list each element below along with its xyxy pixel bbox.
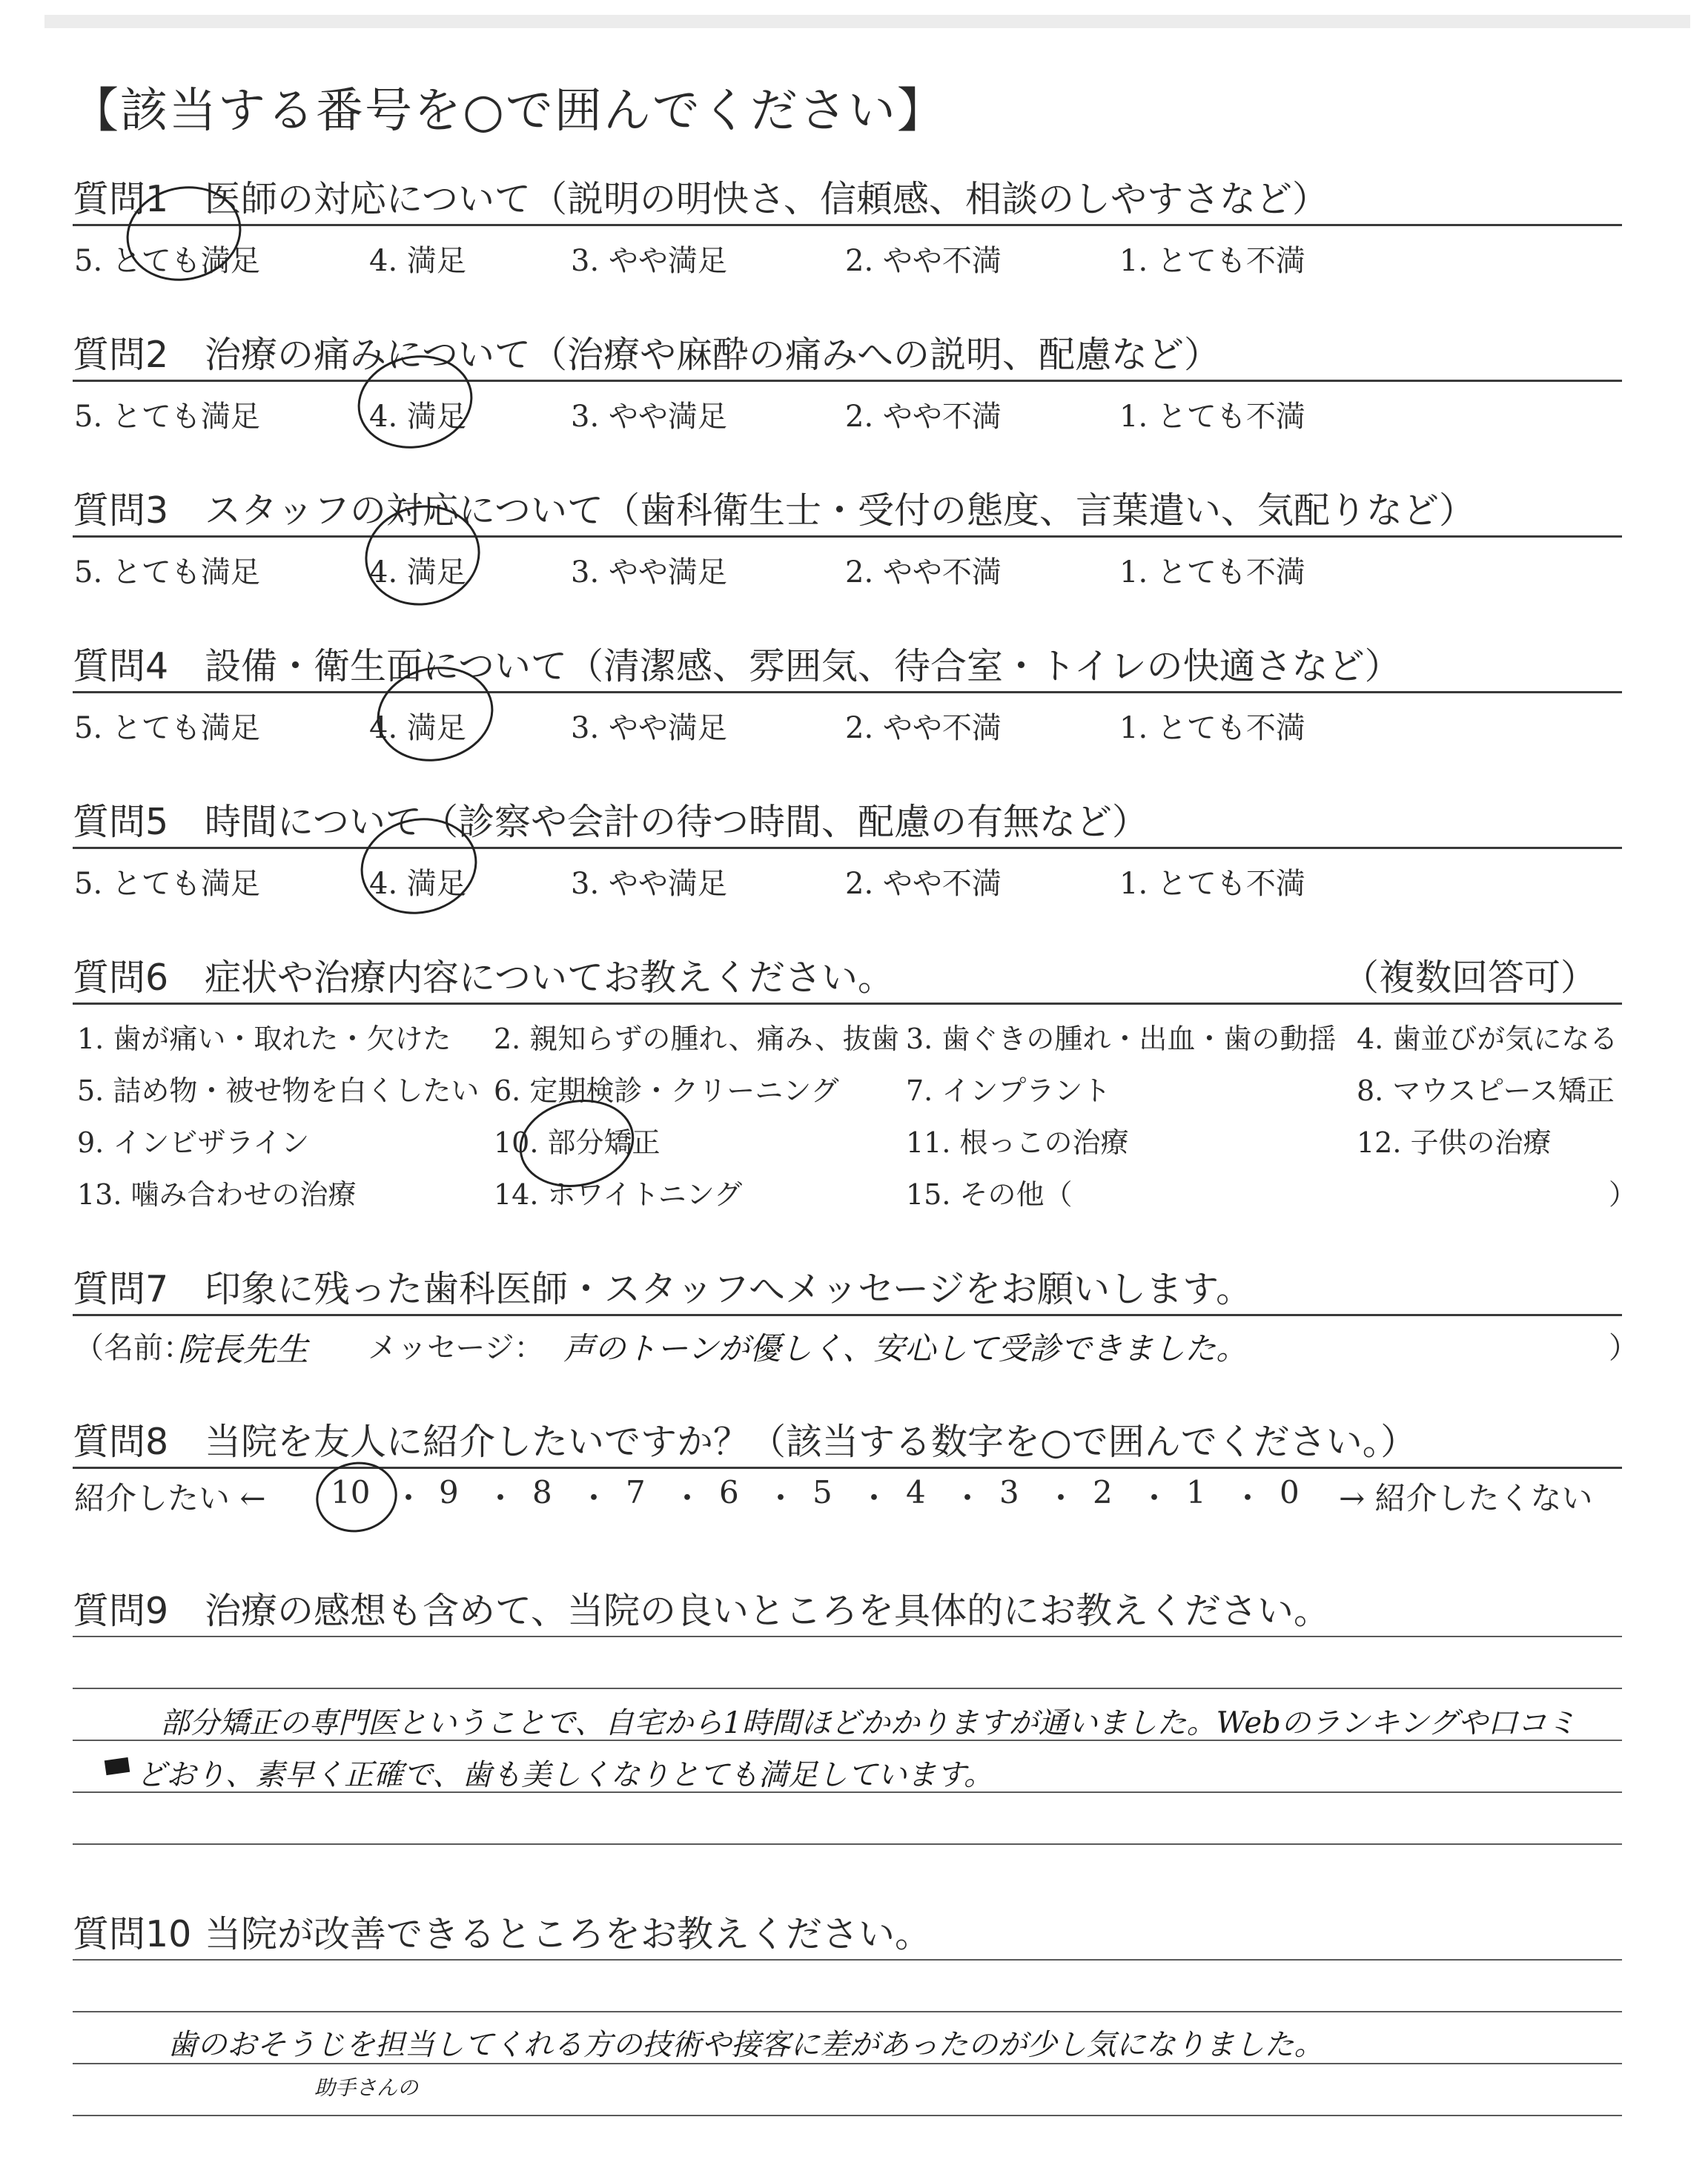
question-9-text: 治療の感想も含めて、当院の良いところを具体的にお教えください。 [205, 1590, 1331, 1632]
question-1-number: 質問1 [73, 178, 169, 220]
question-4-rule [73, 691, 1622, 693]
q6-option-11[interactable]: 11. 根っこの治療 [906, 1126, 1129, 1159]
q8-score-10[interactable]: 10 [331, 1474, 371, 1510]
question-6-note: （複数回答可） [1342, 957, 1597, 999]
question-4-text: 設備・衛生面について（清潔感、雰囲気、待合室・トイレの快適さなど） [205, 645, 1401, 687]
q9-answer-line [73, 1843, 1622, 1845]
q8-score-1[interactable]: 1 [1186, 1474, 1206, 1510]
q4-option-1[interactable]: 1. とても不満 [1119, 711, 1305, 745]
q6-option-3[interactable]: 3. 歯ぐきの腫れ・出血・歯の動揺 [906, 1023, 1337, 1055]
q6-option-4[interactable]: 4. 歯並びが気になる [1357, 1023, 1618, 1055]
question-5 [73, 793, 1148, 845]
q5-option-1[interactable]: 1. とても不満 [1119, 867, 1305, 901]
q7-message-label: メッセージ： [368, 1331, 544, 1365]
q6-option-13[interactable]: 13. 噛み合わせの治療 [77, 1178, 357, 1211]
question-1 [73, 171, 1328, 222]
question-7-number: 質問7 [73, 1268, 169, 1310]
q10-answer-insertion[interactable]: 助手さんの [314, 2075, 419, 2100]
q8-score-8[interactable]: 8 [532, 1474, 552, 1510]
q1-option-4[interactable]: 4. 満足 [369, 244, 466, 278]
q8-separator: ・ [858, 1480, 890, 1516]
q3-option-5[interactable]: 5. とても満足 [74, 555, 260, 589]
q9-crossed-out-mark [105, 1757, 130, 1775]
q6-option-7[interactable]: 7. インプラント [906, 1074, 1111, 1107]
question-7-text: 印象に残った歯科医師・スタッフへメッセージをお願いします。 [205, 1268, 1253, 1310]
question-7-rule [73, 1314, 1622, 1316]
q6-option-15-close: ） [1609, 1178, 1638, 1211]
question-6-rule [73, 1003, 1622, 1005]
q4-option-3[interactable]: 3. やや満足 [571, 711, 727, 745]
q8-right-label: → 紹介したくない [1339, 1480, 1593, 1516]
q8-score-7[interactable]: 7 [626, 1474, 646, 1510]
q8-separator: ・ [1232, 1480, 1264, 1516]
q8-score-6[interactable]: 6 [719, 1474, 739, 1510]
q6-option-9[interactable]: 9. インビザライン [77, 1126, 310, 1159]
q2-option-2[interactable]: 2. やや不満 [845, 400, 1002, 434]
q8-left-label: 紹介したい ← [74, 1480, 266, 1516]
q10-answer-line [73, 1959, 1622, 1961]
q3-option-3[interactable]: 3. やや満足 [571, 555, 727, 589]
q7-name-label: （名前： [74, 1331, 193, 1365]
q2-option-5[interactable]: 5. とても満足 [74, 400, 260, 434]
q8-separator: ・ [393, 1480, 425, 1516]
q5-option-3[interactable]: 3. やや満足 [571, 867, 727, 901]
q4-option-5[interactable]: 5. とても満足 [74, 711, 260, 745]
q7-close: ） [1609, 1331, 1638, 1365]
question-4-number: 質問4 [73, 645, 169, 687]
question-5-number: 質問5 [73, 801, 169, 843]
question-2 [73, 326, 1220, 378]
question-3-rule [73, 535, 1622, 538]
q8-score-0[interactable]: 0 [1280, 1474, 1300, 1510]
q8-separator: ・ [765, 1480, 797, 1516]
q10-answer-line-1[interactable]: 歯のおそうじを担当してくれる方の技術や接客に差があったのが少し気になりました。 [168, 2028, 1324, 2062]
q7-name-value[interactable]: 院長先生 [178, 1331, 308, 1369]
q6-option-8[interactable]: 8. マウスピース矯正 [1357, 1074, 1615, 1107]
question-2-rule [73, 380, 1622, 382]
q8-separator: ・ [952, 1480, 984, 1516]
q1-option-2[interactable]: 2. やや不満 [845, 244, 1002, 278]
question-1-text: 医師の対応について（説明の明快さ、信頼感、相談のしやすさなど） [205, 178, 1329, 220]
q3-option-1[interactable]: 1. とても不満 [1119, 555, 1305, 589]
q1-option-3[interactable]: 3. やや満足 [571, 244, 727, 278]
q6-option-12[interactable]: 12. 子供の治療 [1357, 1126, 1552, 1159]
question-2-text: 治療の痛みについて（治療や麻酔の痛みへの説明、配慮など） [205, 334, 1221, 376]
q7-message-value[interactable]: 声のトーンが優しく、安心して受診できました。 [563, 1330, 1248, 1367]
question-9 [73, 1582, 1330, 1634]
q8-score-9[interactable]: 9 [439, 1474, 459, 1510]
question-3 [73, 482, 1475, 534]
question-8-number: 質問8 [73, 1421, 169, 1463]
q8-score-3[interactable]: 3 [999, 1474, 1019, 1510]
q6-option-10[interactable]: 10. 部分矯正 [494, 1126, 661, 1159]
question-8 [73, 1413, 1417, 1465]
question-8-rule [73, 1467, 1622, 1469]
q5-option-2[interactable]: 2. やや不満 [845, 867, 1002, 901]
q2-option-4[interactable]: 4. 満足 [369, 400, 466, 434]
page-top-edge [44, 15, 1690, 28]
question-3-text: スタッフの対応について（歯科衛生士・受付の態度、言葉遣い、気配りなど） [205, 489, 1476, 532]
q1-option-5[interactable]: 5. とても満足 [74, 244, 260, 278]
q6-option-15[interactable]: 15. その他（ [906, 1178, 1073, 1211]
page-title: 【該当する番号を○で囲んでください】 [71, 84, 946, 139]
q6-option-5[interactable]: 5. 詰め物・被せ物を白くしたい [77, 1074, 480, 1107]
q8-separator: ・ [1139, 1480, 1171, 1516]
q1-option-1[interactable]: 1. とても不満 [1119, 244, 1305, 278]
q5-option-4[interactable]: 4. 満足 [369, 867, 466, 901]
question-10 [73, 1906, 931, 1958]
q3-option-2[interactable]: 2. やや不満 [845, 555, 1002, 589]
question-6-text: 症状や治療内容についてお教えください。 [205, 957, 895, 999]
question-5-rule [73, 847, 1622, 849]
question-6 [73, 949, 894, 1001]
q10-answer-line [73, 2011, 1622, 2012]
q9-answer-line-1[interactable]: 部分矯正の専門医ということで、自宅から1時間ほどかかりますが通いました。Webのランキングや口コミ [160, 1706, 1577, 1740]
q4-option-2[interactable]: 2. やや不満 [845, 711, 1002, 745]
question-1-rule [73, 224, 1622, 226]
question-4 [73, 638, 1401, 690]
question-6-number: 質問6 [73, 957, 169, 999]
question-8-text: 当院を友人に紹介したいですか？（該当する数字を○で囲んでください。） [205, 1421, 1417, 1463]
question-7 [73, 1261, 1252, 1312]
q2-option-3[interactable]: 3. やや満足 [571, 400, 727, 434]
question-9-number: 質問9 [73, 1590, 169, 1632]
q8-separator: ・ [672, 1480, 704, 1516]
q9-answer-line-2[interactable]: どおり、素早く正確で、歯も美しくなりとても満足しています。 [136, 1758, 993, 1792]
q5-option-5[interactable]: 5. とても満足 [74, 867, 260, 901]
q6-option-14[interactable]: 14. ホワイトニング [494, 1178, 743, 1211]
q9-answer-line [73, 1688, 1622, 1689]
question-3-number: 質問3 [73, 489, 169, 532]
q8-score-5[interactable]: 5 [812, 1474, 833, 1510]
question-5-text: 時間について（診察や会計の待つ時間、配慮の有無など） [205, 801, 1149, 843]
q8-separator: ・ [485, 1480, 517, 1516]
q9-answer-line [73, 1636, 1622, 1637]
q10-answer-line [73, 2115, 1622, 2116]
question-10-number: 質問10 [73, 1913, 192, 1955]
question-2-number: 質問2 [73, 334, 169, 376]
q8-score-2[interactable]: 2 [1093, 1474, 1113, 1510]
q8-separator: ・ [1045, 1480, 1077, 1516]
q8-separator: ・ [578, 1480, 610, 1516]
q3-option-4[interactable]: 4. 満足 [369, 555, 466, 589]
q6-option-2[interactable]: 2. 親知らずの腫れ、痛み、抜歯 [494, 1023, 899, 1055]
q8-score-4[interactable]: 4 [906, 1474, 926, 1510]
q2-option-1[interactable]: 1. とても不満 [1119, 400, 1305, 434]
q6-option-6[interactable]: 6. 定期検診・クリーニング [494, 1074, 839, 1107]
q6-option-1[interactable]: 1. 歯が痛い・取れた・欠けた [77, 1023, 451, 1055]
question-10-text: 当院が改善できるところをお教えください。 [205, 1913, 932, 1955]
q4-option-4[interactable]: 4. 満足 [369, 711, 466, 745]
